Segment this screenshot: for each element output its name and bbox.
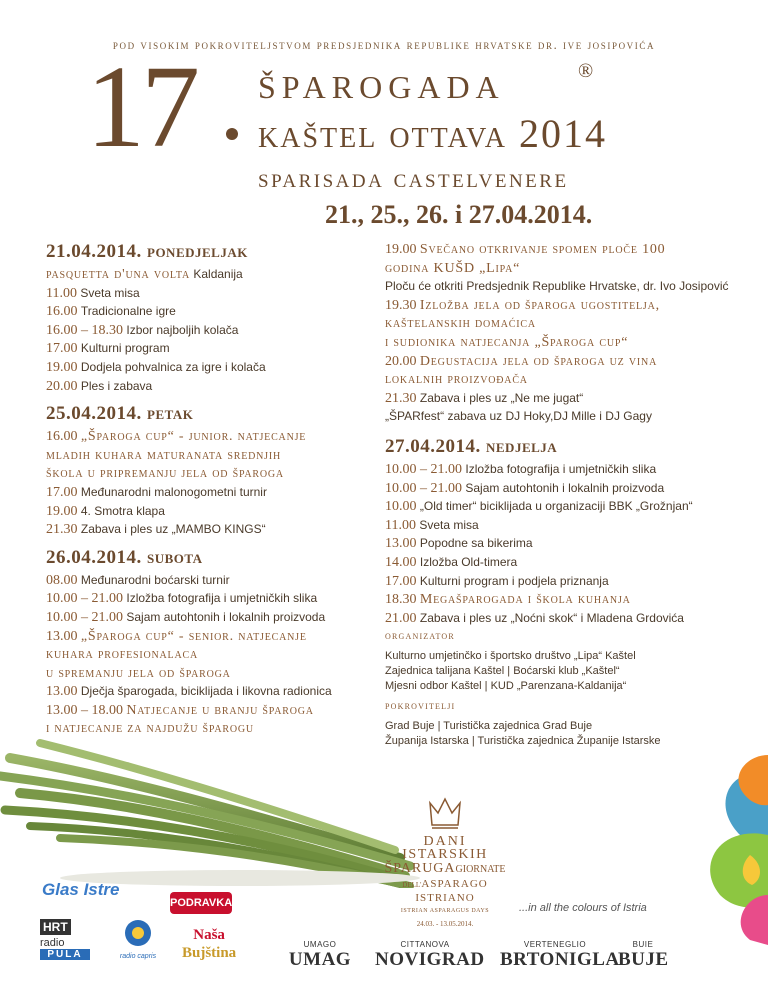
program-text: 4. Smotra klapa [80,503,165,518]
program-line [46,589,376,608]
dani-line4b: ASPARAGO [421,878,488,890]
program-highlight: godina KUŠD „Lipa“ [385,260,521,276]
dani-line3b: GIORNATE [455,864,506,875]
program-highlight: Degustacija jela od šparoga uz vina [419,353,658,369]
program-line [46,483,376,502]
day-heading: 21.04.2014. ponedjeljak [46,241,248,262]
program-text: Ples i zabava [80,378,153,393]
program-highlight: lokalnih proizvođača [385,372,528,388]
program-line [46,446,376,465]
program-line [46,701,376,720]
program-text: Izložba fotografija i umjetničkih slika [465,461,657,476]
program-line [385,314,735,333]
program-time: 11.00 [385,517,416,533]
program-line [46,502,376,521]
program-line [385,553,735,572]
program-line [46,627,376,646]
pula-label: PULA [40,949,90,960]
event-dates: 21., 25., 26. i 27.04.2014. [325,200,593,229]
program-time: 10.00 – 21.00 [385,480,462,496]
sponsors-block [385,698,715,749]
event-subtitle: kaštel ottava 2014 [258,111,607,156]
town-small: BUIE [632,940,654,949]
town-big: UMAG [288,949,352,970]
program-line [385,407,735,426]
asparagus-illustration [0,738,420,888]
program-text: „Old timer“ biciklijada u organizaciji BBK „Grožnjan“ [419,499,693,514]
program-line [385,590,735,609]
town-big: NOVIGRAD [375,949,485,970]
hrt-label: HRT [40,919,71,935]
program-highlight: kuhara profesionalaca [46,647,198,663]
town-umag [285,940,355,971]
program-time: 14.00 [385,554,417,570]
program-line [385,389,735,408]
town-novigrad [375,940,485,971]
organizer-block [385,628,715,694]
patronage-line: pod visokim pokroviteljstvom predsjednika republike hrvatske dr. ive josipovića [112,38,656,52]
edition-dot [226,128,238,140]
day-heading: 25.04.2014. petak [46,403,194,425]
program-line [46,358,376,377]
program-text: Međunarodni malonogometni turnir [80,484,267,499]
dani-line4a: DELL' [402,881,422,889]
dani-line6: ISTRIAN ASPARAGUS DAYS [400,908,490,914]
program-text: Izložba Old-timera [419,554,518,569]
program-time: 17.00 [46,341,78,357]
program-time: 16.00 [46,304,78,320]
flower-decoration [690,755,768,945]
radio-capris-logo [110,918,166,970]
program-line [385,333,735,352]
program-highlight: u spremanju jela od šparoga [46,665,231,681]
program-line [46,719,376,738]
day-heading: 26.04.2014. subota [46,546,203,568]
town-buje [618,940,668,971]
program-time: 11.00 [46,285,77,301]
event-title: šparogada [258,57,505,108]
program-line [46,571,376,590]
registered-mark: ® [578,60,594,82]
program-line [385,460,735,479]
program-text: Tradicionalne igre [80,304,176,319]
program-line [385,479,735,498]
program-text: Zabava i ples uz „Noćni skok“ i Mladena Grdovića [419,610,684,625]
program-line [46,302,376,321]
day-heading: 27.04.2014. nedjelja [385,435,558,457]
program-left-column [46,236,376,738]
program-text: Sajam autohtonih i lokalnih proizvoda [126,609,326,624]
organizer-line: Zajednica talijana Kaštel | Boćarski klub „Kaštel“ [385,665,620,677]
program-time: 13.00 [46,628,78,644]
program-text: Izbor najboljih kolača [126,322,239,337]
program-text: Popodne sa bikerima [419,536,533,551]
program-highlight: škola u pripremanju jela od šparoga [46,466,284,482]
program-highlight: i sudionika natjecanja „Šparoga cup“ [385,334,629,350]
program-text: Sveta misa [80,285,140,300]
dani-line3a: ŠPARUGA [384,861,456,876]
program-time: 13.00 [385,536,417,552]
program-line [385,352,735,371]
sponsor-line: Županija Istarska | Turistička zajednica Županije Istarske [385,735,661,747]
program-line [385,259,735,278]
program-text: Dodjela pohvalnica za igre i kolača [80,359,266,374]
program-line [385,534,735,553]
program-line [385,296,735,315]
program-time: 10.00 – 21.00 [385,461,462,477]
sponsor-line: Grad Buje | Turistička zajednica Grad Buje [385,720,593,732]
program-line [385,240,735,259]
program-highlight: mladih kuhara maturanata srednjih [46,447,281,463]
program-time: 16.00 – 18.30 [46,322,123,338]
program-line [46,284,376,303]
tagline: ...in all the colours of Istria [519,902,647,914]
crown-icon [428,795,462,831]
program-line [46,427,376,446]
sponsors-heading: pokrovitelji [385,698,456,712]
program-line [46,645,376,664]
program-time: 10.00 – 21.00 [46,591,123,607]
radio-label: radio [40,937,65,949]
program-highlight: kaštelanskih domaćica [385,316,536,332]
organizer-heading: organizator [385,628,455,642]
dani-line2: ISTARSKIH [402,847,488,862]
program-text: „ŠPARfest“ zabava uz DJ Hoky,DJ Mille i DJ Gagy [385,409,652,424]
program-highlight: Svečano otkrivanje spomen ploče 100 [419,242,666,257]
town-big: BRTONIGLA [500,949,620,970]
program-line [46,339,376,358]
program-time: 21.30 [385,390,417,406]
podravka-label: PODRAVKA [170,897,233,909]
program-time: 18.30 [385,592,417,608]
program-time: 19.00 [46,503,78,519]
program-time: 19.30 [385,297,417,313]
program-time: 20.00 [46,378,78,394]
town-brtonigla [500,940,620,971]
program-highlight: Megašparogada i škola kuhanja [419,592,631,608]
town-small: VERTENEGLIO [523,940,587,949]
program-line [46,265,376,284]
program-line [385,572,735,591]
program-time: 16.00 [46,429,78,445]
program-line [385,277,735,296]
program-line [46,321,376,340]
program-highlight: i natjecanje za najdužu šparogu [46,721,254,737]
program-text: Kulturni program [80,341,170,356]
program-time: 21.00 [385,610,417,626]
dani-line1: DANI [423,834,467,849]
capris-label: radio capris [119,953,157,960]
organizer-line: Mjesni odbor Kaštel | KUD „Parenzana-Kaldanija“ [385,680,627,692]
program-highlight: Izložba jela od šparoga ugostitelja, [419,297,660,313]
town-small: UMAGO [303,940,337,949]
program-text: Kaldanija [193,267,243,281]
program-time: 17.00 [385,573,417,589]
nasa-bujstina-logo [182,926,236,962]
program-time: 19.00 [385,242,417,257]
program-text: Sveta misa [419,517,479,532]
program-highlight: pasquetta d'una volta [46,267,190,282]
town-small: CITTANOVA [400,940,450,949]
bujstina-label: Bujština [182,945,237,961]
program-text: Zabava i ples uz „MAMBO KINGS“ [80,522,266,537]
event-subtitle-italian: sparisada castelvenere [258,163,569,193]
program-right-column [385,240,735,627]
dani-line7: 24.03. - 13.05.2014. [416,920,474,928]
program-line [385,370,735,389]
program-line [46,464,376,483]
program-text: Ploču će otkriti Predsjednik Republike Hrvatske, dr. Ivo Josipović [385,279,729,294]
podravka-logo [170,892,232,914]
program-text: Međunarodni boćarski turnir [80,572,230,587]
nasa-label: Naša [193,927,225,943]
glas-istre-logo: Glas Istre [42,880,120,899]
town-big: BUJE [618,949,669,970]
hrt-radio-pula-logo [40,918,98,968]
program-highlight: „Šparoga cup“ - junior. natjecanje [80,429,307,445]
organizer-line: Kulturno umjetinčko i športsko društvo „Lipa“ Kaštel [385,650,636,662]
program-line [46,608,376,627]
program-highlight: Natjecanje u branju šparoga [126,702,314,718]
program-text: Kulturni program i podjela priznanja [419,573,609,588]
program-highlight: „Šparoga cup“ - senior. natjecanje [80,628,307,644]
program-text: Dječja šparogada, biciklijada i likovna radionica [80,684,332,699]
program-line [46,682,376,701]
edition-number: 17 [86,41,196,172]
program-line [46,664,376,683]
program-time: 17.00 [46,484,78,500]
program-line [46,520,376,539]
program-time: 19.00 [46,359,78,375]
program-time: 08.00 [46,572,78,588]
capris-star-icon [123,918,153,948]
program-line [46,377,376,396]
program-time: 13.00 [46,684,78,700]
program-time: 10.00 [385,499,417,515]
program-text: Zabava i ples uz „Ne me jugat“ [419,390,584,405]
dani-logo [380,835,510,931]
program-time: 21.30 [46,522,78,538]
program-time: 10.00 – 21.00 [46,609,123,625]
program-time: 13.00 – 18.00 [46,702,123,718]
program-text: Izložba fotografija i umjetničkih slika [126,591,318,606]
program-line [385,609,735,628]
program-line [385,516,735,535]
program-time: 20.00 [385,353,417,369]
program-text: Sajam autohtonih i lokalnih proizvoda [465,480,665,495]
program-line [385,497,735,516]
dani-line5: ISTRIANO [415,892,475,904]
